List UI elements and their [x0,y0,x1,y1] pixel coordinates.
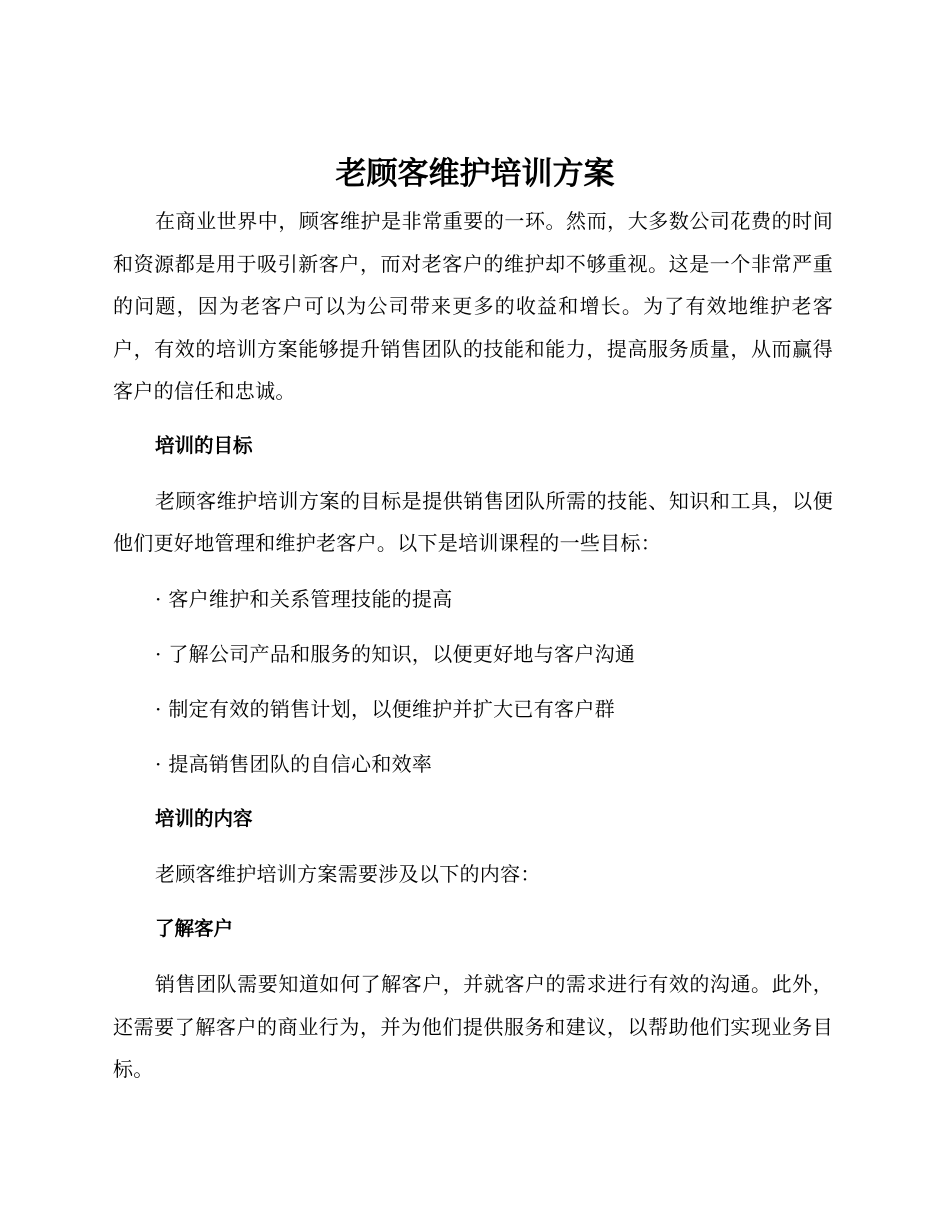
list-item: · 客户维护和关系管理技能的提高 [155,586,453,611]
spacer [113,840,833,853]
goals-list [113,578,833,785]
list-item: · 了解公司产品和服务的知识，以便更好地与客户沟通 [155,641,636,666]
spacer [113,785,833,798]
list-item: · 制定有效的销售计划，以便维护并扩大已有客户群 [155,696,615,721]
spacer [113,413,833,425]
section-heading-know-customer: 了解客户 [155,917,234,940]
content-paragraph: 老顾客维护培训方案需要涉及以下的内容： [155,861,541,886]
document-body [113,200,833,1091]
section-heading-content: 培训的内容 [155,806,253,830]
goals-paragraph: 老顾客维护培训方案的目标是提供销售团队所需的技能、知识和工具，以便他们更好地管理和维护老客户。以下是培训课程的一些目标： [113,488,833,555]
spacer [113,895,833,908]
spacer [113,950,833,963]
spacer [113,675,833,688]
list-item: · 提高销售团队的自信心和效率 [155,751,433,776]
spacer [113,620,833,633]
spacer [113,467,833,480]
know-customer-paragraph: 销售团队需要知道如何了解客户，并就客户的需求进行有效的沟通。此外，还需要了解客户的商业行为，并为他们提供服务和建议，以帮助他们实现业务目标。 [113,972,833,1081]
section-heading-goals: 培训的目标 [155,433,253,457]
spacer [113,730,833,743]
spacer [113,565,833,578]
intro-paragraph: 在商业世界中，顾客维护是非常重要的一环。然而，大多数公司花费的时间和资源都是用于吸引新客户，而对老客户的维护却不够重视。这是一个非常严重的问题，因为老客户可以为公司带来更多的收益和增长。为了有效地维护老客户，有效的培训方案能够提升销售团队的技能和能力，提高服务质量，从而赢得客户的信任和忠诚。 [113,209,833,403]
document-title: 老顾客维护培训方案 [335,156,615,192]
